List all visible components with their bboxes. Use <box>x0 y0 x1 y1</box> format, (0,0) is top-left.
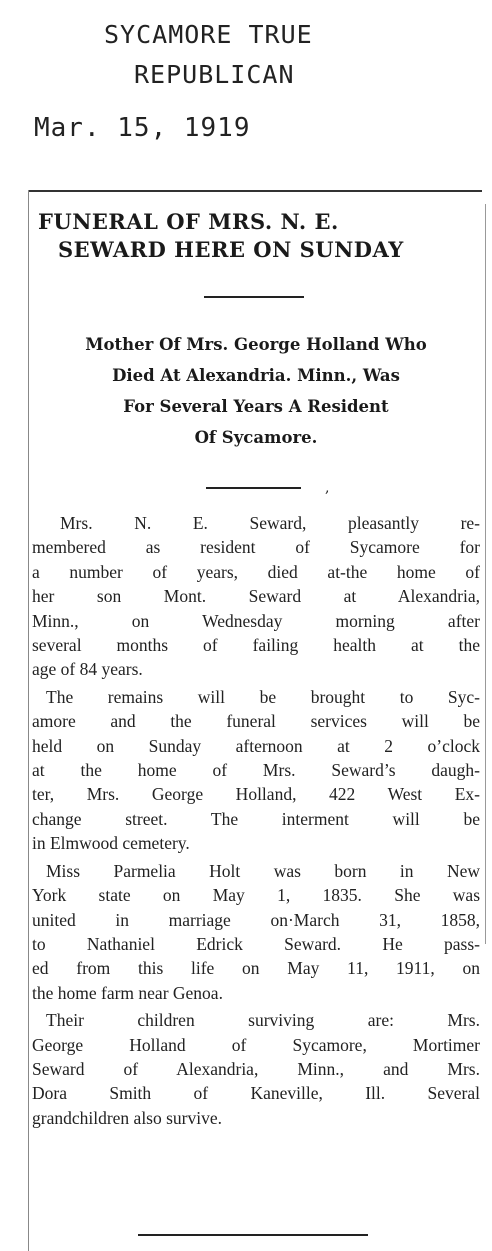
paragraph <box>32 859 480 1005</box>
body-line: held on Sunday afternoon at 2 o’clock <box>32 735 480 756</box>
body-line: change street. The interment will be <box>32 808 480 829</box>
separator-mark: , <box>325 480 330 496</box>
body-line: ed from this life on May 11, 1911, on <box>32 958 480 979</box>
article-subhead <box>28 329 484 453</box>
body-line: amore and the funeral services will be <box>32 711 480 732</box>
paragraph <box>32 511 480 682</box>
subhead-line: Died At Alexandria. Minn., Was <box>112 366 400 385</box>
top-column-rule <box>28 190 482 192</box>
body-line: The remains will be brought to Syc- <box>46 686 480 707</box>
body-line: George Holland of Sycamore, Mortimer <box>32 1034 480 1055</box>
body-line: to Nathaniel Edrick Seward. He pass- <box>32 933 480 954</box>
headline-line-2: SEWARD HERE ON SUNDAY <box>58 237 404 262</box>
body-line: age of 84 years. <box>32 659 143 680</box>
body-line: grandchildren also survive. <box>32 1107 223 1128</box>
body-line: at the home of Mrs. Seward’s daugh- <box>32 760 480 781</box>
body-line: York state on May 1, 1835. She was <box>32 885 480 906</box>
body-line: Dora Smith of Kaneville, Ill. Several <box>32 1083 480 1104</box>
newspaper-clipping <box>28 190 486 1251</box>
paragraph <box>32 685 480 856</box>
body-line: several months of failing health at the <box>32 635 480 656</box>
article-headline <box>38 208 478 264</box>
body-line: Miss Parmelia Holt was born in New <box>46 860 480 881</box>
headline-divider <box>204 296 304 298</box>
body-line: united in marriage on·March 31, 1858, <box>32 909 480 930</box>
body-line: Seward of Alexandria, Minn., and Mrs. <box>32 1058 480 1079</box>
newspaper-name-line-2: REPUBLICAN <box>134 60 295 89</box>
body-line: in Elmwood cemetery. <box>32 833 190 854</box>
right-column-rule <box>485 204 486 944</box>
article-body <box>32 511 480 1130</box>
subhead-line: Mother Of Mrs. George Holland Who <box>85 335 427 354</box>
newspaper-name-line-1: SYCAMORE TRUE <box>104 20 313 49</box>
body-line: ter, Mrs. George Holland, 422 West Ex- <box>32 784 480 805</box>
body-line: Mrs. N. E. Seward, pleasantly re- <box>60 513 480 533</box>
article-end-rule <box>138 1234 368 1236</box>
body-line: Their children surviving are: Mrs. <box>46 1010 480 1031</box>
subhead-line: For Several Years A Resident <box>123 397 389 416</box>
body-line: her son Mont. Seward at Alexandria, <box>32 586 480 607</box>
body-line: a number of years, died at-the home of <box>32 561 480 582</box>
headline-line-1: FUNERAL OF MRS. N. E. <box>38 209 339 234</box>
body-line: Minn., on Wednesday morning after <box>32 610 480 631</box>
subhead-divider <box>206 487 301 489</box>
body-line: the home farm near Genoa. <box>32 982 223 1003</box>
paragraph <box>32 1008 480 1130</box>
publication-date: Mar. 15, 1919 <box>34 113 251 143</box>
subhead-line: Of Sycamore. <box>194 428 318 447</box>
body-line: membered as resident of Sycamore for <box>32 537 480 558</box>
